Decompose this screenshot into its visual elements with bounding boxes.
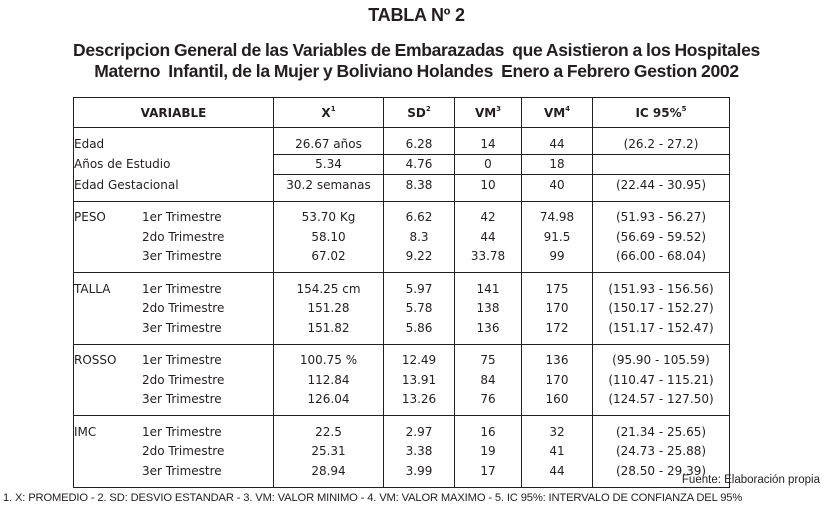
group-name: PESO xyxy=(74,210,106,225)
group-name xyxy=(74,228,142,246)
ic-cell: (21.34 - 25.65) xyxy=(593,416,730,442)
trimester-label: 1er Trimestre xyxy=(142,353,222,368)
table-row xyxy=(74,370,730,390)
table-row xyxy=(74,318,730,344)
ic-cell: (51.93 - 56.27) xyxy=(593,201,730,227)
trimester-label: 1er Trimestre xyxy=(142,210,222,225)
subtitle-line-2: Materno Infantil, de la Mujer y Boliviano Holandes Enero a Febrero Gestion 2002 xyxy=(94,61,739,81)
min-cell: 17 xyxy=(455,461,522,487)
variable-cell xyxy=(74,128,274,155)
max-cell: 91.5 xyxy=(522,227,593,247)
trimester-label: 2do Trimestre xyxy=(142,372,225,387)
group-name: TALLA xyxy=(74,281,111,296)
footnotes: 1. X: PROMEDIO - 2. SD: DESVIO ESTANDAR - 3. VM: VALOR MINIMO - 4. VM: VALOR MAXIMO - 5. IC 95%: INTERVALO DE CONFIANZA DEL 95% xyxy=(3,492,743,504)
mean-cell: 22.5 xyxy=(274,416,384,442)
table-row xyxy=(74,154,730,175)
table-row xyxy=(74,175,730,202)
trimester-label: 2do Trimestre xyxy=(142,301,225,316)
header-sd: $SD^2$ xyxy=(384,98,455,128)
table-row xyxy=(74,461,730,487)
variable-cell xyxy=(74,318,274,344)
variable-cell xyxy=(74,370,274,390)
sd-cell: 3.38 xyxy=(384,442,455,462)
ic-cell: (110.47 - 115.21) xyxy=(593,370,730,390)
max-cell: 41 xyxy=(522,442,593,462)
header-min: $VM^3$ xyxy=(455,98,522,128)
max-cell: 175 xyxy=(522,273,593,299)
variable-cell xyxy=(74,344,274,370)
header-max: $VM^4$ xyxy=(522,98,593,128)
max-cell: 170 xyxy=(522,370,593,390)
min-cell: 138 xyxy=(455,299,522,319)
ic-cell: (56.69 - 59.52) xyxy=(593,227,730,247)
table-row xyxy=(74,390,730,416)
sd-cell: 9.22 xyxy=(384,247,455,273)
max-cell: 44 xyxy=(522,461,593,487)
min-cell: 42 xyxy=(455,201,522,227)
trimester-label: 3er Trimestre xyxy=(142,320,222,335)
trimester-label: 3er Trimestre xyxy=(142,249,222,264)
table-row xyxy=(74,201,730,227)
variable-label: Años de Estudio xyxy=(74,157,171,172)
ic-cell: (66.00 - 68.04) xyxy=(593,247,730,273)
max-cell: 44 xyxy=(522,128,593,155)
trimester-label: 1er Trimestre xyxy=(142,281,222,296)
variable-cell xyxy=(74,273,274,299)
group-name xyxy=(74,462,142,480)
min-cell: 10 xyxy=(455,175,522,202)
mean-cell: 53.70 Kg xyxy=(274,201,384,227)
variable-cell xyxy=(74,154,274,175)
trimester-label: 3er Trimestre xyxy=(142,463,222,478)
mean-cell: 26.67 años xyxy=(274,128,384,155)
mean-cell: 30.2 semanas xyxy=(274,175,384,202)
table-subtitle xyxy=(0,40,833,82)
min-cell: 141 xyxy=(455,273,522,299)
variable-label: Edad xyxy=(74,137,105,151)
ic-cell: (26.2 - 27.2) xyxy=(593,128,730,155)
variable-cell xyxy=(74,299,274,319)
group-name xyxy=(74,442,142,460)
max-cell: 170 xyxy=(522,299,593,319)
min-cell: 19 xyxy=(455,442,522,462)
variable-cell xyxy=(74,416,274,442)
max-cell: 99 xyxy=(522,247,593,273)
trimester-label: 2do Trimestre xyxy=(142,444,225,459)
variable-cell xyxy=(74,461,274,487)
header-ic: IC 95%$^5$ xyxy=(593,98,730,128)
mean-cell: 151.82 xyxy=(274,318,384,344)
sd-cell: 12.49 xyxy=(384,344,455,370)
table-row xyxy=(74,442,730,462)
mean-cell: 58.10 xyxy=(274,227,384,247)
ic-cell: (22.44 - 30.95) xyxy=(593,175,730,202)
group-name xyxy=(74,247,142,265)
table-title: TABLA Nº 2 xyxy=(368,5,465,25)
mean-cell: 151.28 xyxy=(274,299,384,319)
mean-cell: 100.75 % xyxy=(274,344,384,370)
sd-cell: 13.26 xyxy=(384,390,455,416)
max-cell: 74.98 xyxy=(522,201,593,227)
mean-cell: 28.94 xyxy=(274,461,384,487)
ic-cell xyxy=(593,154,730,175)
table-row xyxy=(74,273,730,299)
subtitle-line-1: Descripcion General de las Variables de Embarazadas que Asistieron a los Hospitales xyxy=(73,40,760,60)
group-name xyxy=(74,371,142,389)
sd-cell: 5.97 xyxy=(384,273,455,299)
mean-cell: 154.25 cm xyxy=(274,273,384,299)
ic-cell: (151.93 - 156.56) xyxy=(593,273,730,299)
sd-cell: 5.86 xyxy=(384,318,455,344)
variable-label: Edad Gestacional xyxy=(74,177,179,192)
ic-cell: (24.73 - 25.88) xyxy=(593,442,730,462)
max-cell: 40 xyxy=(522,175,593,202)
sd-cell: 8.3 xyxy=(384,227,455,247)
mean-cell: 112.84 xyxy=(274,370,384,390)
variable-cell xyxy=(74,442,274,462)
min-cell: 75 xyxy=(455,344,522,370)
source-note: Fuente: Elaboración propia xyxy=(681,474,820,486)
sd-cell: 4.76 xyxy=(384,154,455,175)
ic-cell: (151.17 - 152.47) xyxy=(593,318,730,344)
max-cell: 32 xyxy=(522,416,593,442)
mean-cell: 67.02 xyxy=(274,247,384,273)
variable-cell xyxy=(74,247,274,273)
sd-cell: 13.91 xyxy=(384,370,455,390)
table-body xyxy=(74,128,730,488)
ic-cell: (124.57 - 127.50) xyxy=(593,390,730,416)
max-cell: 136 xyxy=(522,344,593,370)
min-cell: 14 xyxy=(455,128,522,155)
mean-cell: 25.31 xyxy=(274,442,384,462)
trimester-label: 2do Trimestre xyxy=(142,229,225,244)
ic-cell: (150.17 - 152.27) xyxy=(593,299,730,319)
min-cell: 0 xyxy=(455,154,522,175)
header-mean: $X^1$ xyxy=(274,98,384,128)
min-cell: 136 xyxy=(455,318,522,344)
variable-cell xyxy=(74,390,274,416)
min-cell: 33.78 xyxy=(455,247,522,273)
table-row xyxy=(74,299,730,319)
header-variable: VARIABLE xyxy=(74,98,274,128)
max-cell: 18 xyxy=(522,154,593,175)
min-cell: 76 xyxy=(455,390,522,416)
header-row xyxy=(74,98,730,128)
min-cell: 16 xyxy=(455,416,522,442)
max-cell: 160 xyxy=(522,390,593,416)
table-row xyxy=(74,227,730,247)
group-name xyxy=(74,299,142,317)
ic-cell: (95.90 - 105.59) xyxy=(593,344,730,370)
min-cell: 44 xyxy=(455,227,522,247)
table-row xyxy=(74,128,730,155)
table-row xyxy=(74,416,730,442)
trimester-label: 1er Trimestre xyxy=(142,424,222,439)
group-name: IMC xyxy=(74,424,97,439)
max-cell: 172 xyxy=(522,318,593,344)
min-cell: 84 xyxy=(455,370,522,390)
mean-cell: 5.34 xyxy=(274,154,384,175)
sd-cell: 2.97 xyxy=(384,416,455,442)
table-row xyxy=(74,247,730,273)
statistics-table xyxy=(73,97,730,488)
variable-cell xyxy=(74,227,274,247)
sd-cell: 6.28 xyxy=(384,128,455,155)
group-name xyxy=(74,390,142,408)
variable-cell xyxy=(74,201,274,227)
sd-cell: 8.38 xyxy=(384,175,455,202)
mean-cell: 126.04 xyxy=(274,390,384,416)
group-name xyxy=(74,319,142,337)
sd-cell: 5.78 xyxy=(384,299,455,319)
table-row xyxy=(74,344,730,370)
group-name: ROSSO xyxy=(74,353,117,368)
sd-cell: 3.99 xyxy=(384,461,455,487)
ic-cell: (28.50 - 29.39) xyxy=(593,461,730,487)
sd-cell: 6.62 xyxy=(384,201,455,227)
trimester-label: 3er Trimestre xyxy=(142,392,222,407)
variable-cell xyxy=(74,175,274,202)
